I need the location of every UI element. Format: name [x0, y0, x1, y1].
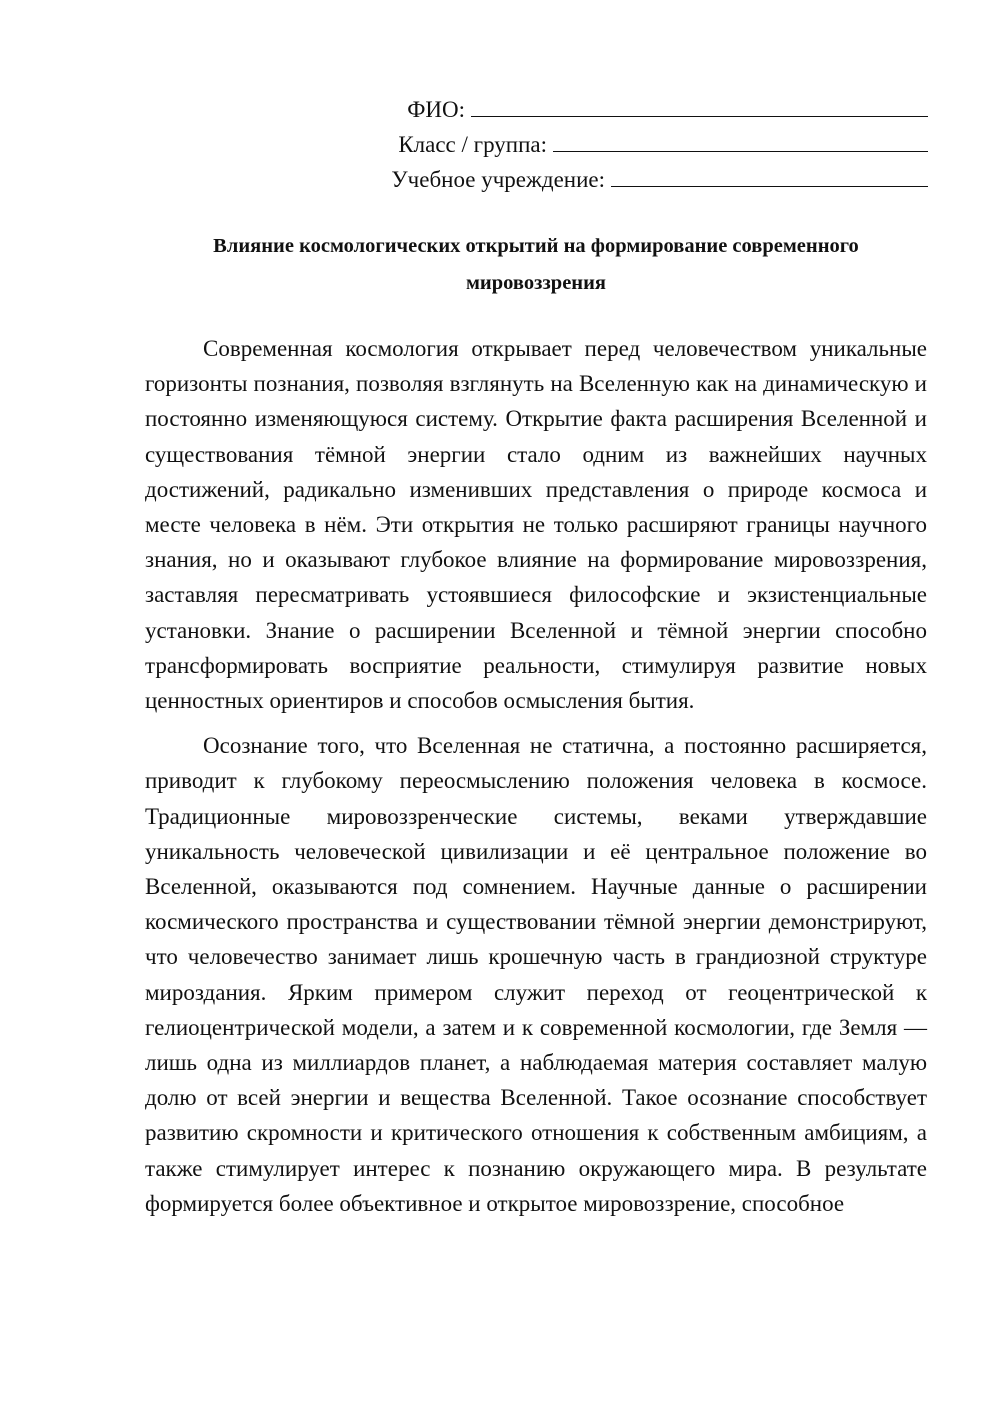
- fio-label: ФИО:: [407, 97, 465, 122]
- class-label: Класс / группа:: [398, 132, 547, 157]
- school-field-row: [328, 162, 928, 197]
- body-paragraph: Осознание того, что Вселенная не статична, а постоянно расширяется, приводит к глубокому переосмыслению положения человека в космосе. Традиционные мировоззренческие системы, веками утверждавшие уникальность человеческой цивилизации и её центральное положение во Вселенной, оказываются под сомнением. Научные данные о расширении космического пространства и существовании тёмной энергии демонстрируют, что человечество занимает лишь крошечную часть в грандиозной структуре мироздания. Ярким примером служит переход от геоцентрической к гелиоцентрической модели, а затем и к современной космологии, где Земля — лишь одна из миллиардов планет, а наблюдаемая материя составляет малую долю от всей энергии и вещества Вселенной. Такое осознание способствует развитию скромности и критического отношения к собственным амбициям, а также стимулирует интерес к познанию окружающего мира. В результате формируется более объективное и открытое мировоззрение, способное: [145, 733, 927, 1216]
- student-info-fields: [328, 92, 928, 197]
- school-label: Учебное учреждение:: [391, 167, 605, 192]
- class-field-row: [328, 127, 928, 162]
- school-blank-line: [611, 164, 928, 187]
- class-blank-line: [553, 129, 928, 152]
- document-title: Влияние космологических открытий на формирование современного мировоззрения: [213, 235, 859, 294]
- body-paragraph: Современная космология открывает перед человечеством уникальные горизонты познания, позволяя взглянуть на Вселенную как на динамическую и постоянно изменяющуюся систему. Открытие факта расширения Вселенной и существования тёмной энергии стало одним из важнейших научных достижений, радикально изменивших представления о природе космоса и месте человека в нём. Эти открытия не только расширяют границы научного знания, но и оказывают глубокое влияние на формирование мировоззрения, заставляя пересматривать устоявшиеся философские и экзистенциальные установки. Знание о расширении Вселенной и тёмной энергии способно трансформировать восприятие реальности, стимулируя развитие новых ценностных ориентиров и способов осмысления бытия.: [145, 336, 927, 714]
- fio-blank-line: [471, 94, 928, 117]
- fio-field-row: [328, 92, 928, 127]
- document-body: [145, 331, 927, 1231]
